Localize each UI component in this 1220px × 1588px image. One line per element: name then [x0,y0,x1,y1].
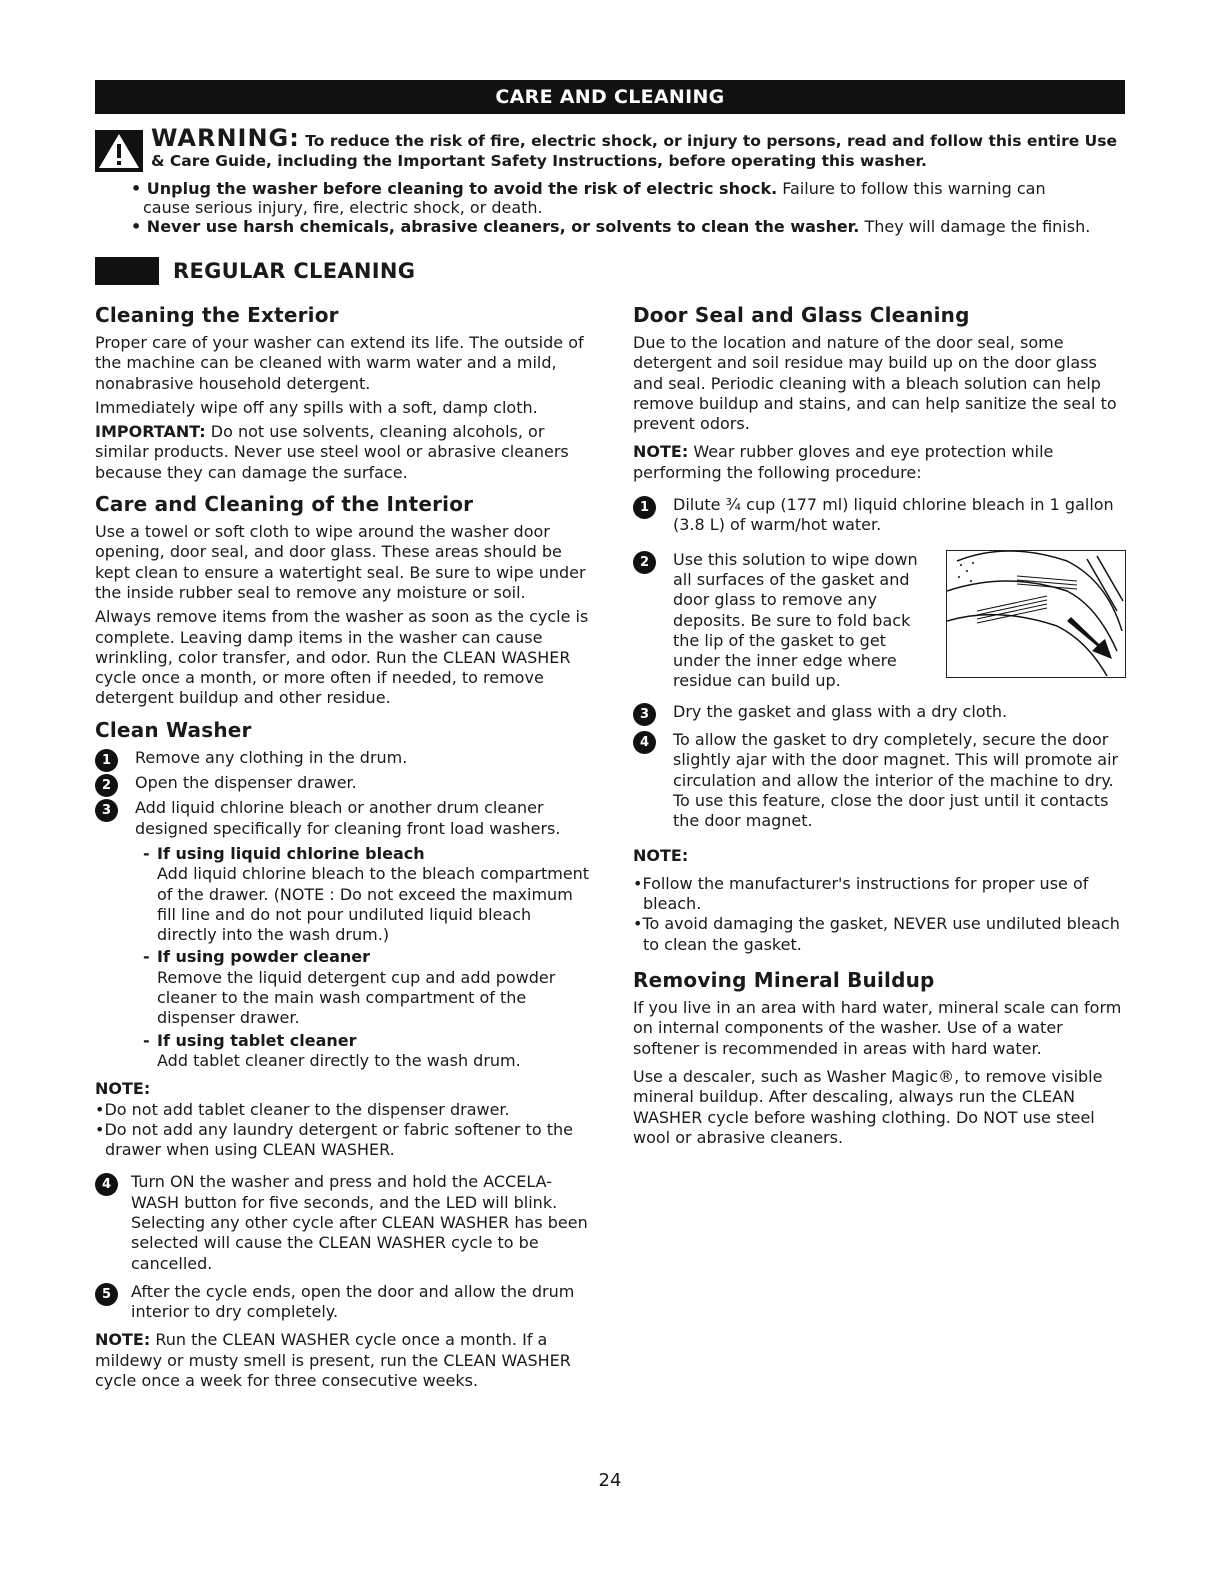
clean-step-3 [95,798,590,839]
door-step-number-3-icon: 3 [633,703,656,726]
door-note-2: •To avoid damaging the gasket, NEVER use undiluted bleach to clean the gasket. [633,914,1120,954]
door-step-3-text: Dry the gasket and glass with a dry cloth. [673,701,1008,721]
clean-note-1: •Do not add tablet cleaner to the dispenser drawer. [95,1099,510,1119]
mineral-paragraph-2: Use a descaler, such as Washer Magic®, to remove visible mineral buildup. After descaling, always run the CLEAN WASHER cycle before washing clothing. Do NOT use steel wool or abrasive cleaners. [633,1066,1103,1147]
door-step-number-2-icon: 2 [633,551,656,574]
door-step-1-text: Dilute ¾ cup (177 ml) liquid chlorine bleach in 1 gallon (3.8 L) of warm/hot water. [673,495,1114,535]
sub-tablet-cleaner [95,1031,590,1072]
clean-note-2: •Do not add any laundry detergent or fabric softener to the drawer when using CLEAN WASHER. [95,1119,573,1160]
interior-paragraph-2: Always remove items from the washer as soon as the cycle is complete. Leaving damp items in the washer can cause wrinkling, color transfer, and odor. Run the CLEAN WASHER cycle once a month, or more often if needed, to remove detergent buildup and other residue. [95,607,589,708]
right-column [633,302,1128,1152]
interior-paragraph-1: Use a towel or soft cloth to wipe around the washer door opening, door seal, and door glass. These areas should be kept clean to ensure a watertight seal. Be sure to wipe under the inside rubber seal to remove any moisture or soil. [95,522,586,602]
door-seal-note [633,442,1128,483]
exterior-important [95,422,590,483]
door-seal-paragraph: Due to the location and nature of the door seal, some detergent and soil residue may build up on the door glass and seal. Periodic cleaning with a bleach solution can help remove buildup and stains, and can help sanitize the seal to prevent odors. [633,333,1117,434]
clean-step-4-text: Turn ON the washer and press and hold the ACCELA-WASH button for five seconds, and the LED will blink. Selecting any other cycle after CLEAN WASHER has been selected will cause the CLEAN WASHER cycle to be cancelled. [131,1172,588,1273]
sub-powder-cleaner [95,947,590,1028]
door-step-number-4-icon: 4 [633,731,656,754]
sub-liquid-bleach-label-text: If using liquid chlorine bleach [157,843,425,863]
clean-final-note-text: Run the CLEAN WASHER cycle once a month. If a mildewy or musty smell is present, run the CLEAN WASHER cycle once a week for three consecutive weeks. [95,1330,571,1391]
page-header: CARE AND CLEANING [95,80,1125,114]
warning-bullet-1 [131,179,1135,198]
clean-step-2 [95,773,590,793]
sub-tablet-cleaner-text: Add tablet cleaner directly to the wash drum. [157,1050,521,1070]
mineral-paragraph-1: If you live in an area with hard water, mineral scale can form on internal components of the washer. Use of a water softener is recommended in areas with hard water. [633,998,1122,1058]
warning-bullet-2 [131,217,1135,236]
clean-step-3-text: Add liquid chlorine bleach or another drum cleaner designed specifically for cleaning front load washers. [135,798,561,838]
door-seal-note-label: NOTE: [633,442,689,462]
clean-step-4 [95,1172,590,1273]
warning-bullet-1-rest: Failure to follow this warning can [777,179,1046,198]
door-step-1 [633,495,1128,536]
clean-step-2-text: Open the dispenser drawer. [135,773,357,793]
exterior-heading: Cleaning the Exterior [95,303,339,327]
door-seal-heading: Door Seal and Glass Cleaning [633,303,970,327]
warning-block [95,124,1135,236]
sub-powder-cleaner-text: Remove the liquid detergent cup and add powder cleaner to the main wash compartment of the dispenser drawer. [157,967,556,1028]
clean-final-note-label: NOTE: [95,1330,151,1350]
door-seal-note-text: Wear rubber gloves and eye protection while performing the following procedure: [633,442,1054,482]
warning-message: To reduce the risk of fire, electric shock, or injury to persons, read and follow this entire Use & Care Guide, including the Important Safety Instructions, before operating this washer. [151,132,1117,170]
important-label: IMPORTANT: [95,422,206,442]
section-title: REGULAR CLEANING [173,259,416,283]
sub-tablet-cleaner-label-text: If using tablet cleaner [157,1030,357,1050]
sub-powder-cleaner-label: - If using powder cleaner [143,947,371,967]
warning-bullet-2-bold: • Never use harsh chemicals, abrasive cleaners, or solvents to clean the washer. [131,217,860,236]
warning-bullet-1-bold: • Unplug the washer before cleaning to avoid the risk of electric shock. [131,179,778,198]
clean-step-5 [95,1282,590,1323]
clean-note-label: NOTE: [95,1079,151,1099]
clean-step-1-text: Remove any clothing in the drum. [135,747,408,767]
warning-text [151,124,1135,171]
page-number: 24 [598,1470,622,1491]
door-step-4 [633,730,1128,831]
door-step-number-1-icon: 1 [633,496,656,519]
warning-bullets [131,179,1135,236]
step-number-2-icon: 2 [95,774,118,797]
warning-bullet-1-cont: cause serious injury, fire, electric shock, or death. [143,198,543,217]
warning-word: WARNING: [151,124,300,152]
gasket-illustration [946,550,1126,678]
sub-liquid-bleach-label: - If using liquid chlorine bleach [143,843,425,863]
exterior-paragraph-1: Proper care of your washer can extend its life. The outside of the machine can be cleaned with warm water and a mild, nonabrasive household detergent. [95,333,584,393]
door-note-1: •Follow the manufacturer's instructions for proper use of bleach. [633,873,1089,914]
door-note-label: NOTE: [633,845,689,865]
step-number-3-icon: 3 [95,799,118,822]
sub-liquid-bleach-text: Add liquid chlorine bleach to the bleach compartment of the drawer. (NOTE : Do not exceed the maximum fill line and do not pour undiluted liquid bleach directly into the wash drum.) [157,864,590,945]
warning-triangle-icon [95,130,143,172]
clean-final-note [95,1330,590,1391]
exterior-paragraph-2: Immediately wipe off any spills with a soft, damp cloth. [95,397,538,417]
sub-powder-cleaner-label-text: If using powder cleaner [157,947,371,967]
mineral-heading: Removing Mineral Buildup [633,968,935,993]
step-number-4-icon: 4 [95,1173,118,1196]
step-number-1-icon: 1 [95,749,118,772]
clean-step-1 [95,748,590,768]
important-text: Do not use solvents, cleaning alcohols, or similar products. Never use steel wool or abrasive cleaners because they can damage the surface. [95,422,569,482]
left-column [95,302,590,1395]
interior-heading: Care and Cleaning of the Interior [95,492,474,517]
door-step-2-text: Use this solution to wipe down all surfaces of the gasket and door glass to remove any deposits. Be sure to fold back the lip of the gasket to get under the inner edge where residue can build up. [673,549,918,691]
clean-step-5-text: After the cycle ends, open the door and allow the drum interior to dry completely. [131,1281,575,1322]
section-heading [95,257,415,285]
sub-tablet-cleaner-label: - If using tablet cleaner [143,1030,357,1050]
door-step-4-text: To allow the gasket to dry completely, secure the door slightly ajar with the door magnet. This will promote air circulation and allow the interior of the machine to dry. To use this feature, close the door just until it contacts the door magnet. [673,730,1119,831]
sub-liquid-bleach [95,844,590,945]
warning-bullet-2-rest: They will damage the finish. [859,217,1091,236]
door-step-2 [633,550,1128,692]
clean-washer-heading: Clean Washer [95,717,252,742]
door-step-3 [633,702,1128,722]
step-number-5-icon: 5 [95,1283,118,1306]
section-block-marker [95,257,159,285]
